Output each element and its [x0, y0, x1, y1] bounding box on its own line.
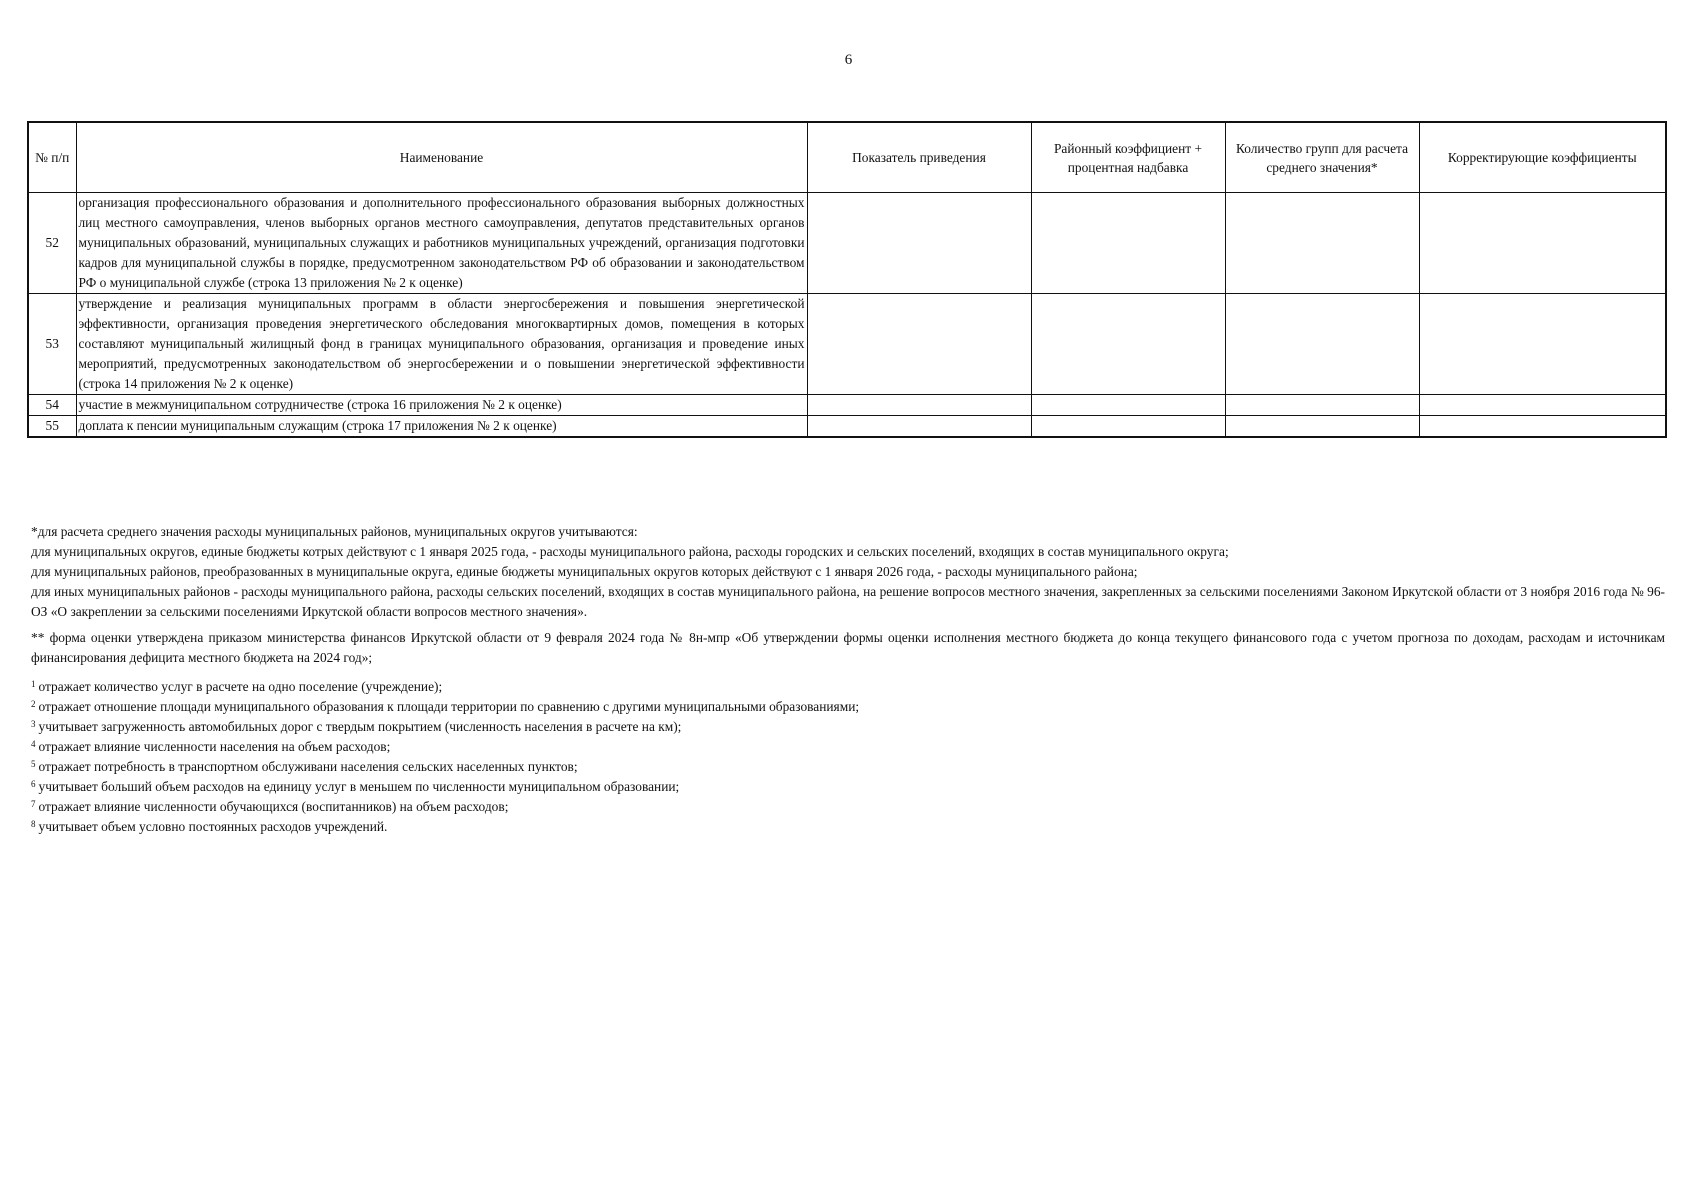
row-name: организация профессионального образования и дополнительного профессионального образования выборных должностных лиц местного самоуправления, членов выборных органов местного самоуправления, депутатов представительных органов муниципальных образований, муниципальных служащих и работников муниципальных учреждений, организация подготовки кадров для муниципальной службы в порядке, предусмотренном законодательством РФ об образовании и законодательством РФ о муниципальной службе (строка 13 приложения № 2 к оценке): [76, 193, 807, 294]
footnote-text: отражает влияние численности обучающихся (воспитанников) на объем расходов;: [38, 799, 509, 814]
footnote-text: отражает потребность в транспортном обслуживани населения сельских населенных пунктов;: [38, 759, 578, 774]
footnote-text: отражает количество услуг в расчете на одно поселение (учреждение);: [38, 679, 443, 694]
note-star-item: для муниципальных районов, преобразованных в муниципальные округа, единые бюджеты муниципальных округов которых действуют с 1 января 2026 года, - расходы муниципального района;: [31, 564, 1138, 579]
row-indicator-cell: [807, 416, 1031, 438]
row-correcting-cell: [1419, 395, 1666, 416]
header-groups-count: Количество групп для расчета среднего значения*: [1225, 122, 1419, 193]
footnote-mark: 7: [31, 799, 36, 809]
row-correcting-cell: [1419, 294, 1666, 395]
note-star-item: для муниципальных округов, единые бюджеты котрых действуют с 1 января 2025 года, - расходы муниципального района, расходы городских и сельских поселений, входящих в состав муниципального округа;: [31, 544, 1229, 559]
footnote: [31, 777, 1665, 797]
row-number: 55: [28, 416, 76, 438]
footnote-text: учитывает объем условно постоянных расходов учреждений.: [38, 819, 388, 834]
header-indicator: Показатель приведения: [807, 122, 1031, 193]
footnote-mark: 3: [31, 719, 36, 729]
row-regional-cell: [1031, 395, 1225, 416]
header-regional-coefficient: Районный коэффициент + процентная надбавка: [1031, 122, 1225, 193]
footnote-mark: 6: [31, 779, 36, 789]
row-name: участие в межмуниципальном сотрудничестве (строка 16 приложения № 2 к оценке): [76, 395, 807, 416]
header-num: № п/п: [28, 122, 76, 193]
footnote-text: учитывает загруженность автомобильных дорог с твердым покрытием (численность населения в расчете на км);: [38, 719, 682, 734]
table-header-row: [28, 122, 1666, 193]
header-correcting-coefficients: Корректирующие коэффициенты: [1419, 122, 1666, 193]
footnote-text: отражает отношение площади муниципального образования к площади территории по сравнению с другими муниципальными образованиями;: [38, 699, 860, 714]
header-name: Наименование: [76, 122, 807, 193]
row-name: доплата к пенсии муниципальным служащим (строка 17 приложения № 2 к оценке): [76, 416, 807, 438]
table-row: [28, 193, 1666, 294]
footnote: [31, 757, 1665, 777]
row-groups-cell: [1225, 193, 1419, 294]
row-groups-cell: [1225, 294, 1419, 395]
footnote-mark: 2: [31, 699, 36, 709]
expenses-table: [27, 121, 1667, 438]
row-number: 52: [28, 193, 76, 294]
page-number: 6: [844, 52, 853, 68]
footnote-mark: 1: [31, 679, 36, 689]
note-double-star: ** форма оценки утверждена приказом министерства финансов Иркутской области от 9 февраля 2024 года № 8н-мпр «Об утверждении формы оценки исполнения местного бюджета до конца текущего финансового года с учетом прогноза по доходам, расходам и источникам финансирования дефицита местного бюджета на 2024 год»;: [31, 630, 1665, 665]
footnote-text: отражает влияние численности населения на объем расходов;: [38, 739, 391, 754]
row-indicator-cell: [807, 294, 1031, 395]
notes-section: [31, 522, 1665, 837]
footnote-text: учитывает больший объем расходов на единицу услуг в меньшем по численности муниципальном образовании;: [38, 779, 680, 794]
row-regional-cell: [1031, 294, 1225, 395]
row-regional-cell: [1031, 416, 1225, 438]
row-indicator-cell: [807, 395, 1031, 416]
footnote-mark: 8: [31, 819, 36, 829]
footnote: [31, 817, 1665, 837]
table-row: [28, 416, 1666, 438]
footnote-mark: 5: [31, 759, 36, 769]
row-number: 54: [28, 395, 76, 416]
row-indicator-cell: [807, 193, 1031, 294]
row-correcting-cell: [1419, 193, 1666, 294]
row-correcting-cell: [1419, 416, 1666, 438]
footnote: [31, 717, 1665, 737]
row-groups-cell: [1225, 395, 1419, 416]
row-name: утверждение и реализация муниципальных программ в области энергосбережения и повышения энергетической эффективности, организация проведения энергетического обследования многоквартирных домов, помещения в которых составляют муниципальный жилищный фонд в границах муниципального образования, организация и проведение иных мероприятий, предусмотренных законодательством об энергосбережении и о повышении энергетической эффективности (строка 14 приложения № 2 к оценке): [76, 294, 807, 395]
table-row: [28, 294, 1666, 395]
footnote: [31, 737, 1665, 757]
footnote: [31, 697, 1665, 717]
footnote: [31, 677, 1665, 697]
row-groups-cell: [1225, 416, 1419, 438]
note-star-item: для иных муниципальных районов - расходы муниципального района, расходы сельских поселений, входящих в состав муниципального района, на решение вопросов местного значения, закрепленных за сельскими поселениями Законом Иркутской области от 3 ноября 2016 года № 96-ОЗ «О закреплении за сельскими поселениями Иркутской области вопросов местного значения».: [31, 584, 1665, 619]
footnote-mark: 4: [31, 739, 36, 749]
row-regional-cell: [1031, 193, 1225, 294]
note-star-intro: *для расчета среднего значения расходы муниципальных районов, муниципальных округов учитываются:: [31, 524, 638, 539]
row-number: 53: [28, 294, 76, 395]
footnote: [31, 797, 1665, 817]
table-row: [28, 395, 1666, 416]
